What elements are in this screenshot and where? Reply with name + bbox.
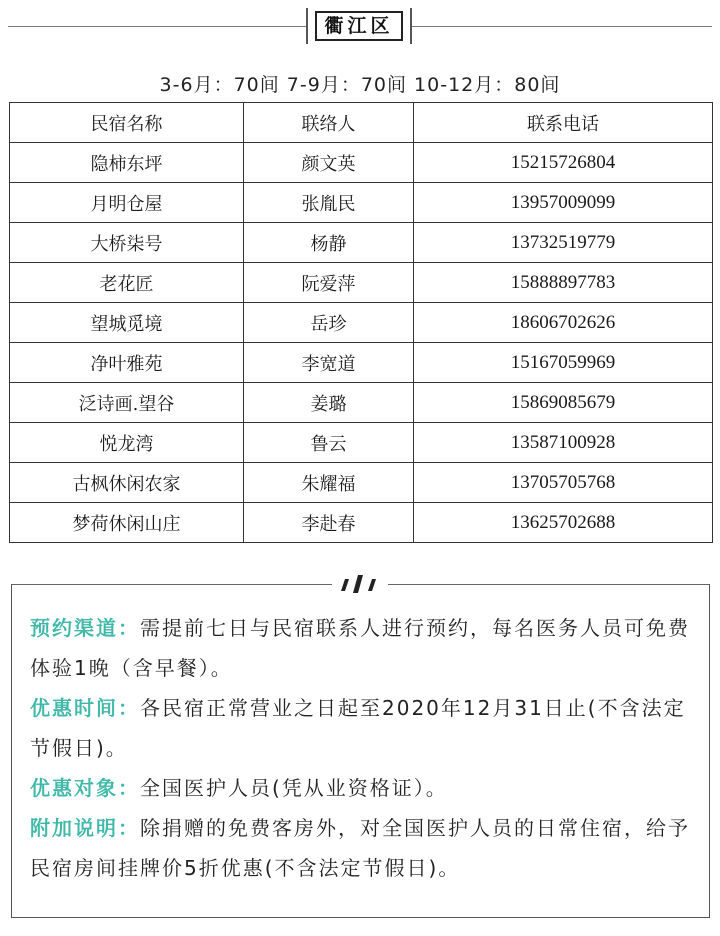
table-row — [10, 183, 713, 223]
contact-person: 李赴春 — [244, 503, 414, 543]
phone-number: 18606702626 — [414, 303, 713, 343]
table-row — [10, 383, 713, 423]
lodging-name: 隐柿东坪 — [10, 143, 244, 183]
col-header-phone: 联系电话 — [414, 103, 713, 143]
contact-person: 李宽道 — [244, 343, 414, 383]
contact-person: 朱耀福 — [244, 463, 414, 503]
info-label: 优惠时间： — [30, 696, 140, 720]
phone-number: 13587100928 — [414, 423, 713, 463]
district-badge — [306, 8, 412, 44]
phone-number: 13732519779 — [414, 223, 713, 263]
contact-person: 姜璐 — [244, 383, 414, 423]
col-header-contact: 联络人 — [244, 103, 414, 143]
room-quota: 3-6月：70间 7-9月：70间 10-12月：80间 — [159, 74, 561, 96]
table-row — [10, 303, 713, 343]
contact-person: 颜文英 — [244, 143, 414, 183]
table-row — [10, 263, 713, 303]
info-label: 优惠对象： — [30, 776, 140, 800]
lodging-name: 望城觅境 — [10, 303, 244, 343]
header-rule-right — [412, 26, 712, 27]
info-period — [30, 688, 690, 768]
phone-number: 13705705768 — [414, 463, 713, 503]
table-header-row — [10, 103, 713, 143]
lodging-name: 古枫休闲农家 — [10, 463, 244, 503]
contact-person: 杨静 — [244, 223, 414, 263]
info-booking — [30, 608, 690, 688]
header-rule-left — [8, 26, 306, 27]
lodging-name: 老花匠 — [10, 263, 244, 303]
info-label: 预约渠道： — [30, 616, 140, 640]
table-row — [10, 343, 713, 383]
info-value: 全国医护人员(凭从业资格证）。 — [140, 776, 448, 800]
table-row — [10, 423, 713, 463]
info-value: 需提前七日与民宿联系人进行预约，每名医务人员可免费体验1晚（含早餐）。 — [30, 616, 690, 680]
contact-person: 张胤民 — [244, 183, 414, 223]
phone-number: 15215726804 — [414, 143, 713, 183]
table-row — [10, 143, 713, 183]
phone-number: 15888897783 — [414, 263, 713, 303]
info-value: 除捐赠的免费客房外，对全国医护人员的日常住宿，给予民宿房间挂牌价5折优惠(不含法定节假日)。 — [30, 816, 690, 880]
info-audience — [30, 768, 690, 808]
phone-number: 13957009099 — [414, 183, 713, 223]
lodging-name: 大桥柒号 — [10, 223, 244, 263]
contact-person: 岳珍 — [244, 303, 414, 343]
lodging-name: 净叶雅苑 — [10, 343, 244, 383]
table-row — [10, 503, 713, 543]
col-header-name: 民宿名称 — [10, 103, 244, 143]
lodging-name: 泛诗画.望谷 — [10, 383, 244, 423]
info-label: 附加说明： — [30, 816, 140, 840]
info-text — [30, 608, 690, 888]
lodging-table — [9, 102, 713, 543]
info-value: 各民宿正常营业之日起至2020年12月31日止(不含法定节假日)。 — [30, 696, 686, 760]
table-row — [10, 463, 713, 503]
phone-number: 15869085679 — [414, 383, 713, 423]
info-notes — [30, 808, 690, 888]
lodging-name: 月明仓屋 — [10, 183, 244, 223]
contact-person: 阮爱萍 — [244, 263, 414, 303]
table-row — [10, 223, 713, 263]
contact-person: 鲁云 — [244, 423, 414, 463]
district-title: 衢江区 — [315, 11, 402, 41]
phone-number: 15167059969 — [414, 343, 713, 383]
lodging-name: 梦荷休闲山庄 — [10, 503, 244, 543]
lodging-name: 悦龙湾 — [10, 423, 244, 463]
phone-number: 13625702688 — [414, 503, 713, 543]
